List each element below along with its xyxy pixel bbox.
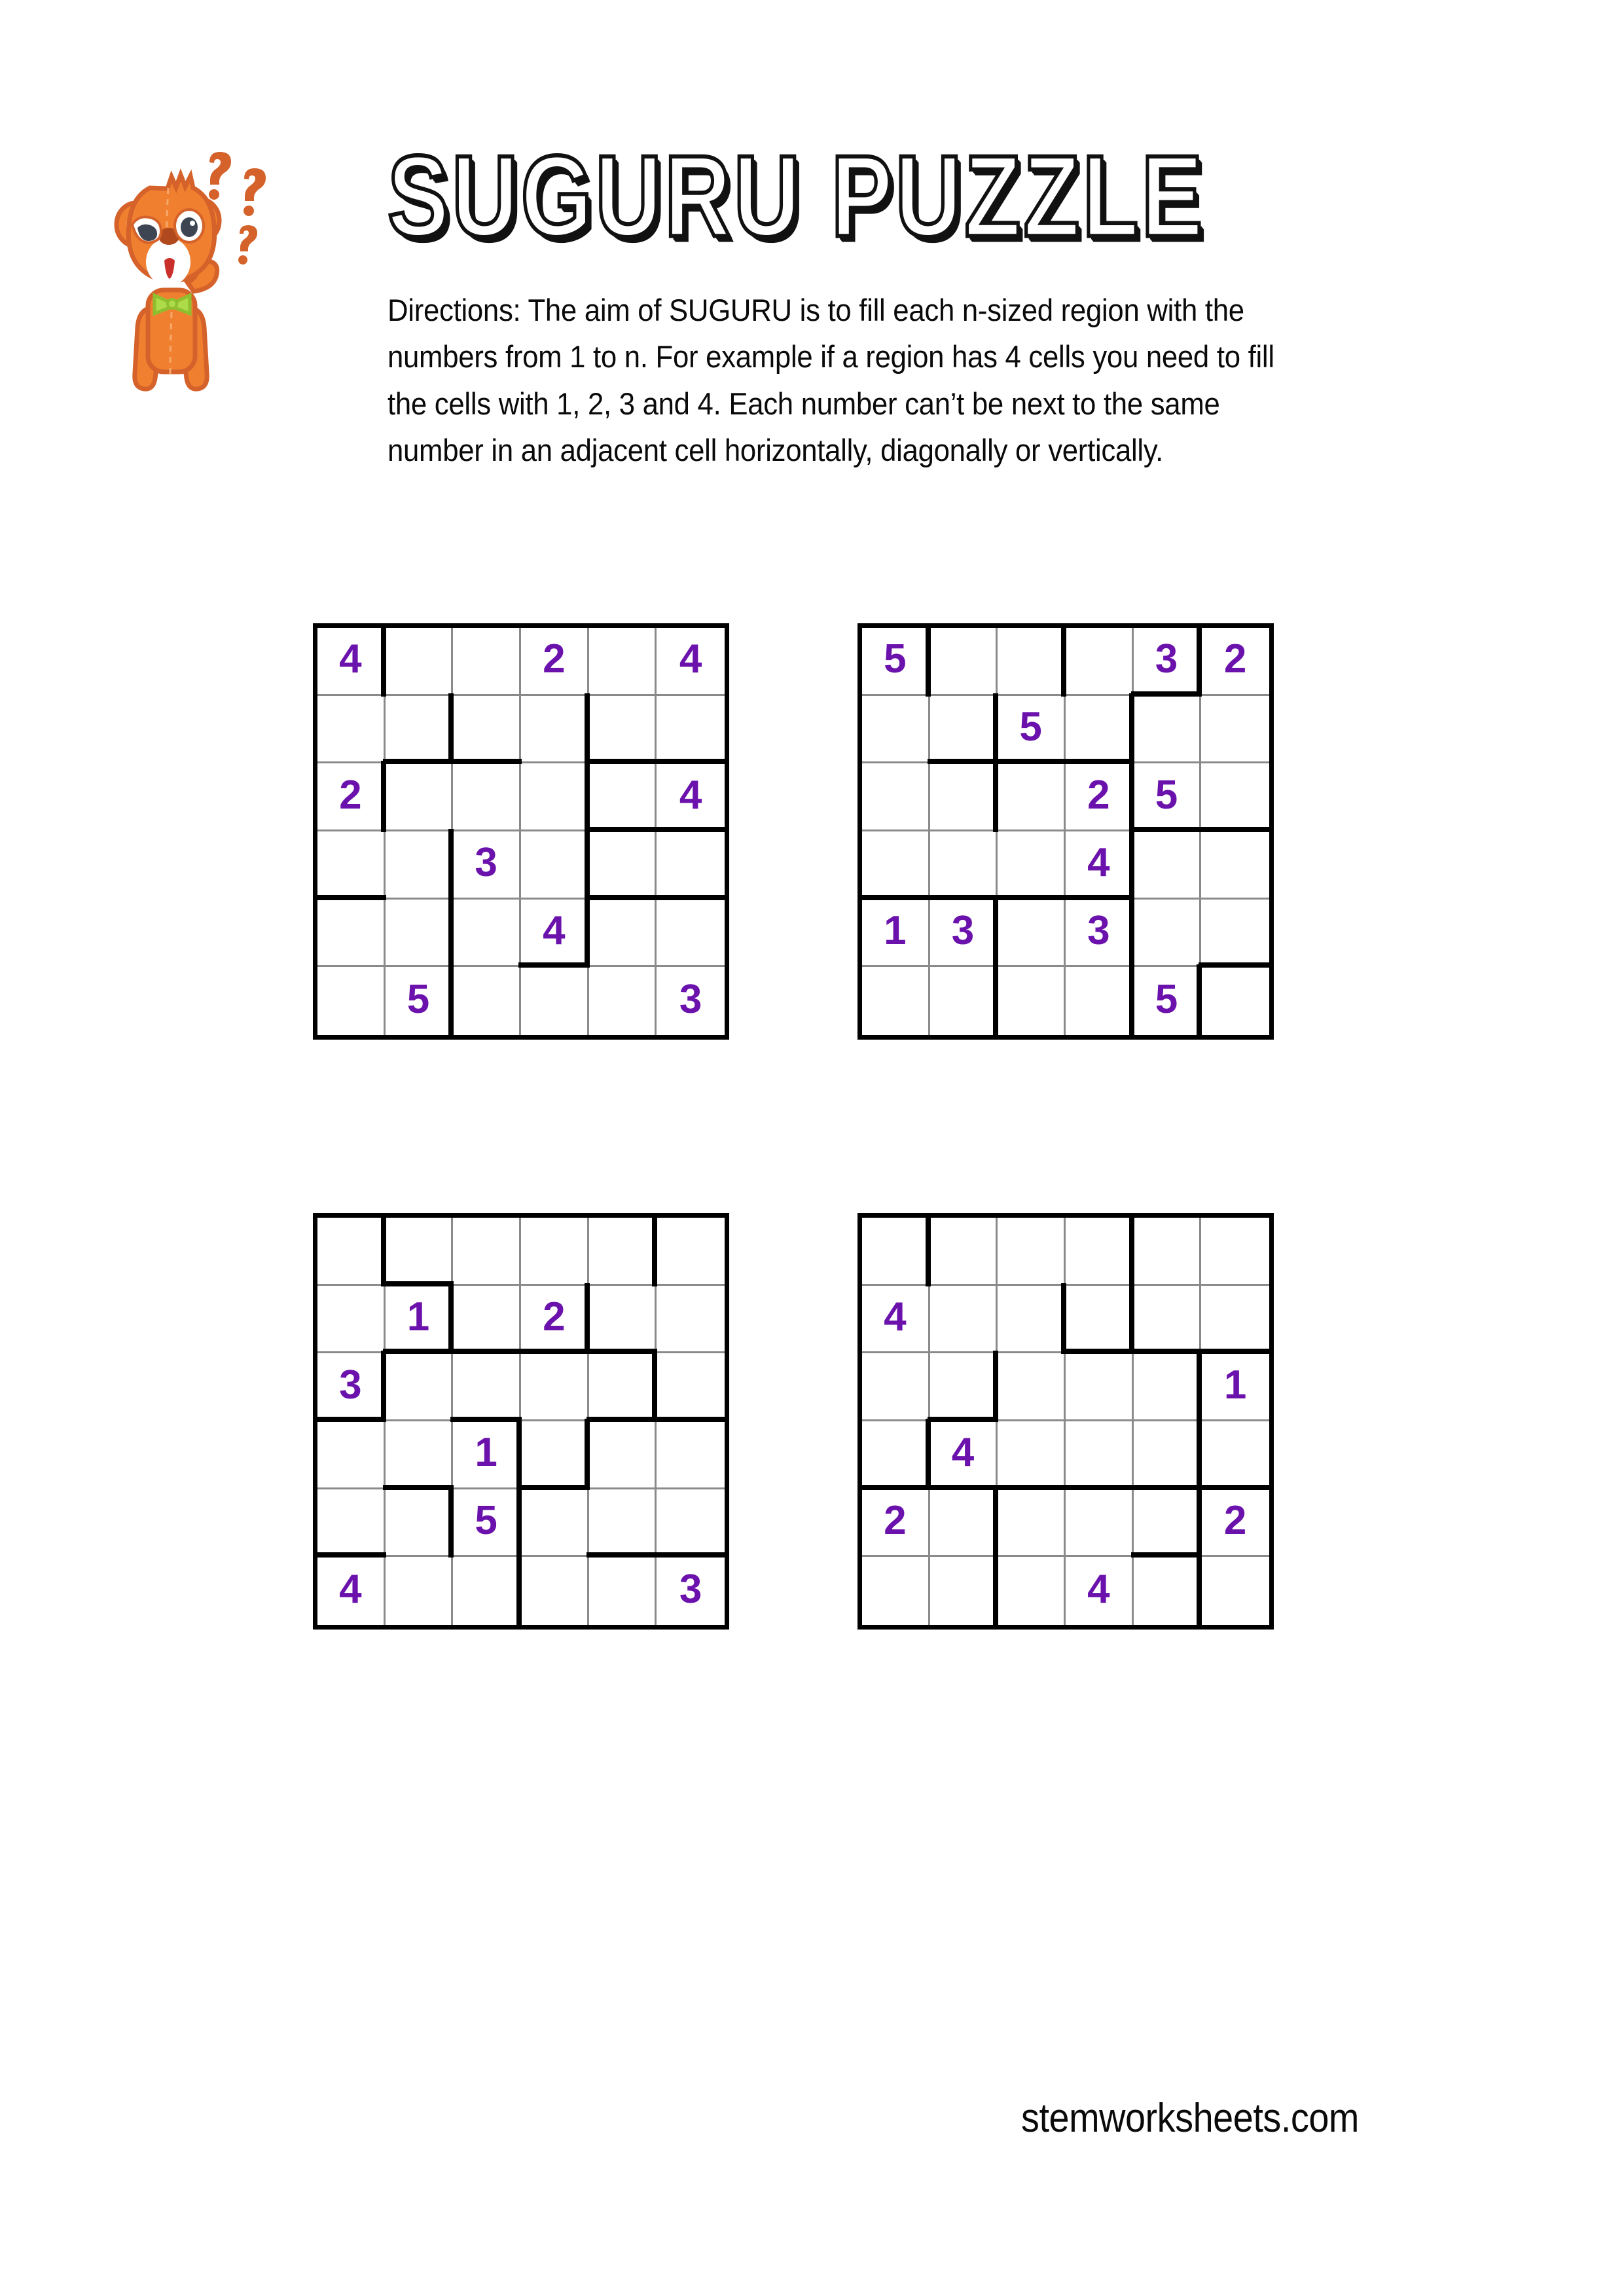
suguru-cell[interactable] xyxy=(589,763,657,831)
suguru-cell[interactable] xyxy=(386,696,454,764)
suguru-cell[interactable] xyxy=(1134,1489,1202,1558)
suguru-cell[interactable] xyxy=(386,1421,454,1489)
suguru-cell[interactable] xyxy=(1066,1353,1134,1421)
suguru-cell[interactable] xyxy=(1134,1353,1202,1421)
suguru-cell[interactable] xyxy=(998,1489,1066,1558)
region-border-bottom xyxy=(383,759,454,764)
region-border-bottom xyxy=(654,1417,727,1422)
region-border-right xyxy=(448,897,454,968)
clue-number: 4 xyxy=(951,1430,975,1476)
region-border-right xyxy=(926,1215,931,1286)
suguru-cell[interactable] xyxy=(386,1218,454,1286)
region-border-right xyxy=(585,1419,590,1490)
region-border-bottom xyxy=(383,1281,454,1286)
suguru-cell[interactable] xyxy=(453,1286,521,1354)
suguru-cell[interactable] xyxy=(1201,628,1269,696)
region-border-right xyxy=(1197,1419,1202,1490)
suguru-cell[interactable] xyxy=(453,1353,521,1421)
suguru-cell[interactable] xyxy=(930,1489,998,1558)
region-border-right xyxy=(1197,1554,1202,1628)
clue-number: 3 xyxy=(1087,907,1110,953)
region-border-bottom xyxy=(1199,1349,1272,1354)
region-border-right xyxy=(652,1215,657,1286)
region-border-right xyxy=(585,761,590,832)
region-border-right xyxy=(993,897,998,968)
suguru-cell[interactable] xyxy=(386,1353,454,1421)
region-border-right xyxy=(448,693,454,765)
region-border-bottom xyxy=(654,895,727,900)
region-border-bottom xyxy=(518,1349,590,1354)
suguru-cell[interactable] xyxy=(1201,1353,1269,1421)
region-border-right xyxy=(993,1554,998,1628)
clue-number: 1 xyxy=(1223,1362,1247,1408)
suguru-cell[interactable] xyxy=(386,967,454,1035)
suguru-cell[interactable] xyxy=(1134,1557,1202,1625)
suguru-cell[interactable] xyxy=(657,763,725,831)
suguru-grid-1[interactable] xyxy=(313,623,729,1040)
region-border-bottom xyxy=(1063,1485,1134,1490)
suguru-cell[interactable] xyxy=(386,831,454,900)
region-border-right xyxy=(516,1419,522,1490)
region-border-bottom xyxy=(995,759,1066,764)
suguru-cell[interactable] xyxy=(1066,900,1134,968)
region-border-right xyxy=(1129,829,1134,900)
suguru-cell[interactable] xyxy=(930,967,998,1035)
suguru-cell[interactable] xyxy=(862,763,930,831)
suguru-cell[interactable] xyxy=(317,763,386,831)
suguru-cell[interactable] xyxy=(589,900,657,968)
suguru-cell[interactable] xyxy=(317,967,386,1035)
region-border-bottom xyxy=(586,1552,658,1558)
suguru-cell[interactable] xyxy=(1066,763,1134,831)
clue-number: 4 xyxy=(679,772,702,818)
suguru-cell[interactable] xyxy=(589,628,657,696)
suguru-cell[interactable] xyxy=(1134,763,1202,831)
suguru-cell[interactable] xyxy=(453,1421,521,1489)
region-border-right xyxy=(1129,1215,1134,1286)
region-border-right xyxy=(381,761,386,832)
suguru-cell[interactable] xyxy=(453,628,521,696)
suguru-cell[interactable] xyxy=(657,967,725,1035)
suguru-cell[interactable] xyxy=(521,967,589,1035)
region-border-bottom xyxy=(654,1552,727,1558)
clue-number: 4 xyxy=(339,1567,362,1613)
suguru-cell[interactable] xyxy=(1201,831,1269,900)
suguru-cell[interactable] xyxy=(589,1353,657,1421)
clue-number: 2 xyxy=(543,1294,566,1339)
suguru-cell[interactable] xyxy=(1066,1286,1134,1354)
suguru-cell[interactable] xyxy=(386,1489,454,1558)
suguru-grid-4[interactable] xyxy=(857,1213,1274,1630)
region-border-bottom xyxy=(1131,1552,1202,1558)
suguru-grid-3[interactable] xyxy=(313,1213,729,1630)
region-border-right xyxy=(585,693,590,765)
suguru-cell[interactable] xyxy=(998,1353,1066,1421)
suguru-cell[interactable] xyxy=(521,1489,589,1558)
region-border-right xyxy=(993,964,998,1038)
suguru-cell[interactable] xyxy=(453,900,521,968)
suguru-cell[interactable] xyxy=(930,1286,998,1354)
suguru-cell[interactable] xyxy=(1201,696,1269,764)
region-border-bottom xyxy=(383,1485,454,1490)
region-border-bottom xyxy=(450,759,522,764)
suguru-cell[interactable] xyxy=(1066,1421,1134,1489)
suguru-cell[interactable] xyxy=(1066,967,1134,1035)
region-border-bottom xyxy=(1131,1485,1202,1490)
region-border-bottom xyxy=(1199,827,1272,832)
clue-number: 5 xyxy=(406,977,430,1023)
suguru-cell[interactable] xyxy=(521,1218,589,1286)
suguru-cell[interactable] xyxy=(862,967,930,1035)
region-border-bottom xyxy=(315,1552,386,1558)
suguru-grid-2[interactable] xyxy=(857,623,1274,1040)
clue-number: 3 xyxy=(1155,636,1178,682)
region-border-bottom xyxy=(1199,1485,1272,1490)
region-border-bottom xyxy=(1131,827,1202,832)
region-border-bottom xyxy=(450,1417,522,1422)
clue-number: 5 xyxy=(1155,977,1178,1023)
directions-text: Directions: The aim of SUGURU is to fill each n-sized region with the numbers from 1 to n. For example if a region has 4 cells you need to fill the cells with 1, 2, 3 and 4. Each number can’t be next to the same number in an adjacent cell horizontally, diagonally or vertically. xyxy=(388,293,1274,468)
suguru-cell[interactable] xyxy=(998,900,1066,968)
suguru-cell[interactable] xyxy=(930,1353,998,1421)
region-border-right xyxy=(448,1283,454,1355)
suguru-cell[interactable] xyxy=(657,1421,725,1489)
site-credit: stemworksheets.com xyxy=(1021,2096,1359,2141)
clue-number: 2 xyxy=(339,772,362,818)
suguru-cell[interactable] xyxy=(453,1489,521,1558)
region-border-bottom xyxy=(859,895,931,900)
suguru-cell[interactable] xyxy=(453,967,521,1035)
region-border-bottom xyxy=(1131,691,1202,697)
region-border-bottom xyxy=(1063,1349,1134,1354)
clue-number: 3 xyxy=(679,1567,702,1613)
suguru-cell[interactable] xyxy=(1134,967,1202,1035)
clue-number: 1 xyxy=(884,907,907,953)
region-border-right xyxy=(585,829,590,900)
suguru-cell[interactable] xyxy=(317,831,386,900)
suguru-cell[interactable] xyxy=(521,900,589,968)
region-border-right xyxy=(926,1419,931,1490)
region-border-right xyxy=(381,1215,386,1286)
suguru-cell[interactable] xyxy=(1134,628,1202,696)
clue-number: 3 xyxy=(951,907,975,953)
suguru-cell[interactable] xyxy=(453,831,521,900)
region-border-bottom xyxy=(586,759,658,764)
region-border-bottom xyxy=(315,1417,386,1422)
clue-number: 1 xyxy=(406,1294,430,1339)
suguru-cell[interactable] xyxy=(930,628,998,696)
region-border-bottom xyxy=(383,1349,454,1354)
clue-number: 2 xyxy=(1223,1497,1247,1543)
suguru-cell[interactable] xyxy=(657,1218,725,1286)
region-border-bottom xyxy=(1063,759,1134,764)
region-border-bottom xyxy=(928,895,999,900)
region-border-right xyxy=(1129,897,1134,968)
region-border-bottom xyxy=(518,1485,590,1490)
suguru-cell[interactable] xyxy=(589,1489,657,1558)
suguru-cell[interactable] xyxy=(1066,1489,1134,1558)
suguru-cell[interactable] xyxy=(386,1286,454,1354)
region-border-right xyxy=(1197,964,1202,1038)
suguru-cell[interactable] xyxy=(998,628,1066,696)
region-border-bottom xyxy=(1063,895,1134,900)
suguru-cell[interactable] xyxy=(998,967,1066,1035)
suguru-cell[interactable] xyxy=(386,900,454,968)
suguru-cell[interactable] xyxy=(317,1489,386,1558)
suguru-cell[interactable] xyxy=(657,1286,725,1354)
suguru-cell[interactable] xyxy=(317,1353,386,1421)
suguru-cell[interactable] xyxy=(1201,1489,1269,1558)
region-border-bottom xyxy=(928,1417,999,1422)
clue-number: 4 xyxy=(884,1294,907,1339)
region-border-bottom xyxy=(654,827,727,832)
suguru-cell[interactable] xyxy=(453,1557,521,1625)
region-border-right xyxy=(516,1487,522,1558)
region-border-right xyxy=(585,1283,590,1355)
suguru-cell[interactable] xyxy=(453,1218,521,1286)
suguru-cell[interactable] xyxy=(1066,831,1134,900)
region-border-right xyxy=(993,1351,998,1422)
suguru-cell[interactable] xyxy=(317,628,386,696)
suguru-cell[interactable] xyxy=(1201,967,1269,1035)
suguru-cell[interactable] xyxy=(521,1353,589,1421)
suguru-cell[interactable] xyxy=(521,1557,589,1625)
region-border-right xyxy=(448,964,454,1038)
suguru-cell[interactable] xyxy=(1066,696,1134,764)
region-border-right xyxy=(585,897,590,968)
suguru-cell[interactable] xyxy=(657,900,725,968)
region-border-bottom xyxy=(450,1349,522,1354)
suguru-cell[interactable] xyxy=(589,1218,657,1286)
suguru-cell[interactable] xyxy=(657,1353,725,1421)
suguru-cell[interactable] xyxy=(317,696,386,764)
clue-number: 4 xyxy=(679,636,702,682)
suguru-cell[interactable] xyxy=(521,1421,589,1489)
region-border-right xyxy=(1061,1283,1066,1355)
suguru-cell[interactable] xyxy=(1134,1421,1202,1489)
suguru-cell[interactable] xyxy=(862,1286,930,1354)
suguru-cell[interactable] xyxy=(657,628,725,696)
suguru-cell[interactable] xyxy=(1066,1218,1134,1286)
suguru-cell[interactable] xyxy=(930,1218,998,1286)
suguru-cell[interactable] xyxy=(521,628,589,696)
region-border-bottom xyxy=(995,1485,1066,1490)
region-border-bottom xyxy=(518,962,590,968)
suguru-cell[interactable] xyxy=(521,763,589,831)
suguru-cell[interactable] xyxy=(998,1557,1066,1625)
suguru-cell[interactable] xyxy=(862,900,930,968)
region-border-right xyxy=(516,1554,522,1628)
clue-number: 5 xyxy=(884,636,907,682)
suguru-cell[interactable] xyxy=(1201,1421,1269,1489)
region-border-right xyxy=(1197,625,1202,697)
suguru-cell[interactable] xyxy=(317,1557,386,1625)
suguru-cell[interactable] xyxy=(453,763,521,831)
region-border-right xyxy=(1129,693,1134,765)
suguru-cell[interactable] xyxy=(862,1421,930,1489)
suguru-cell[interactable] xyxy=(1134,831,1202,900)
region-border-right xyxy=(993,761,998,832)
suguru-cell[interactable] xyxy=(317,1286,386,1354)
region-border-right xyxy=(1061,625,1066,697)
suguru-cell[interactable] xyxy=(930,900,998,968)
suguru-cell[interactable] xyxy=(317,900,386,968)
region-border-bottom xyxy=(586,895,658,900)
suguru-cell[interactable] xyxy=(1066,1557,1134,1625)
suguru-cell[interactable] xyxy=(589,1557,657,1625)
suguru-cell[interactable] xyxy=(521,696,589,764)
suguru-cell[interactable] xyxy=(521,831,589,900)
suguru-cell[interactable] xyxy=(930,1421,998,1489)
clue-number: 3 xyxy=(339,1362,362,1408)
suguru-cell[interactable] xyxy=(998,831,1066,900)
suguru-cell[interactable] xyxy=(1134,1218,1202,1286)
suguru-cell[interactable] xyxy=(1201,1286,1269,1354)
region-border-bottom xyxy=(586,1417,658,1422)
region-border-right xyxy=(993,693,998,765)
suguru-cell[interactable] xyxy=(998,696,1066,764)
page-title: SUGURU PUZZLE xyxy=(388,132,1206,261)
suguru-cell[interactable] xyxy=(386,628,454,696)
suguru-cell[interactable] xyxy=(862,1218,930,1286)
suguru-cell[interactable] xyxy=(862,628,930,696)
region-border-right xyxy=(652,1351,657,1422)
clue-number: 5 xyxy=(1019,704,1042,750)
suguru-cell[interactable] xyxy=(386,763,454,831)
worksheet-header xyxy=(0,0,1624,563)
suguru-cell[interactable] xyxy=(930,696,998,764)
suguru-cell[interactable] xyxy=(930,831,998,900)
region-border-bottom xyxy=(654,759,727,764)
suguru-cell[interactable] xyxy=(386,1557,454,1625)
region-border-bottom xyxy=(928,1485,999,1490)
region-border-bottom xyxy=(315,895,386,900)
region-border-right xyxy=(448,829,454,900)
suguru-cell[interactable] xyxy=(589,1286,657,1354)
suguru-cell[interactable] xyxy=(657,1489,725,1558)
suguru-cell[interactable] xyxy=(657,1557,725,1625)
suguru-cell[interactable] xyxy=(1134,900,1202,968)
region-border-bottom xyxy=(1131,1349,1202,1354)
suguru-cell[interactable] xyxy=(1201,763,1269,831)
suguru-cell[interactable] xyxy=(998,1421,1066,1489)
region-border-right xyxy=(448,1487,454,1558)
suguru-cell[interactable] xyxy=(317,1421,386,1489)
region-border-right xyxy=(1197,1487,1202,1558)
clue-number: 2 xyxy=(1223,636,1247,682)
suguru-cell[interactable] xyxy=(930,1557,998,1625)
suguru-cell[interactable] xyxy=(1134,696,1202,764)
region-border-bottom xyxy=(928,759,999,764)
region-border-right xyxy=(926,625,931,697)
suguru-cell[interactable] xyxy=(589,831,657,900)
region-border-right xyxy=(1197,1351,1202,1422)
suguru-cell[interactable] xyxy=(589,696,657,764)
region-border-right xyxy=(1129,964,1134,1038)
suguru-cell[interactable] xyxy=(453,696,521,764)
clue-number: 3 xyxy=(475,840,497,886)
suguru-cell[interactable] xyxy=(317,1218,386,1286)
suguru-cell[interactable] xyxy=(589,967,657,1035)
region-border-right xyxy=(993,1487,998,1558)
thinking-bear-mascot xyxy=(110,141,293,416)
clue-number: 3 xyxy=(679,977,702,1023)
clue-number: 2 xyxy=(543,636,566,682)
region-border-right xyxy=(381,1351,386,1422)
region-border-bottom xyxy=(1199,962,1272,968)
suguru-cell[interactable] xyxy=(930,763,998,831)
clue-number: 2 xyxy=(1087,772,1110,818)
bear-eye-right xyxy=(175,210,204,242)
clue-number: 5 xyxy=(1155,772,1178,818)
suguru-cell[interactable] xyxy=(862,1353,930,1421)
region-border-bottom xyxy=(586,827,658,832)
region-border-right xyxy=(381,625,386,697)
clue-number: 5 xyxy=(475,1497,497,1543)
suguru-cell[interactable] xyxy=(589,1421,657,1489)
clue-number: 4 xyxy=(1087,1567,1110,1613)
suguru-cell[interactable] xyxy=(657,831,725,900)
clue-number: 4 xyxy=(1087,840,1110,886)
suguru-cell[interactable] xyxy=(1201,1557,1269,1625)
suguru-cell[interactable] xyxy=(862,1557,930,1625)
region-border-bottom xyxy=(586,1349,658,1354)
suguru-cell[interactable] xyxy=(998,1218,1066,1286)
region-border-bottom xyxy=(859,1485,931,1490)
suguru-cell[interactable] xyxy=(862,696,930,764)
clue-number: 1 xyxy=(475,1430,497,1476)
suguru-cell[interactable] xyxy=(521,1286,589,1354)
suguru-cell[interactable] xyxy=(1066,628,1134,696)
suguru-cell[interactable] xyxy=(1134,1286,1202,1354)
region-border-right xyxy=(1129,761,1134,832)
suguru-cell[interactable] xyxy=(1201,1218,1269,1286)
region-border-bottom xyxy=(995,895,1066,900)
suguru-cell[interactable] xyxy=(998,1286,1066,1354)
suguru-cell[interactable] xyxy=(862,1489,930,1558)
suguru-cell[interactable] xyxy=(998,763,1066,831)
clue-number: 4 xyxy=(543,907,566,953)
suguru-cell[interactable] xyxy=(862,831,930,900)
clue-number: 4 xyxy=(339,636,362,682)
suguru-cell[interactable] xyxy=(657,696,725,764)
clue-number: 2 xyxy=(884,1497,907,1543)
suguru-cell[interactable] xyxy=(1201,900,1269,968)
region-border-right xyxy=(1129,1283,1134,1355)
